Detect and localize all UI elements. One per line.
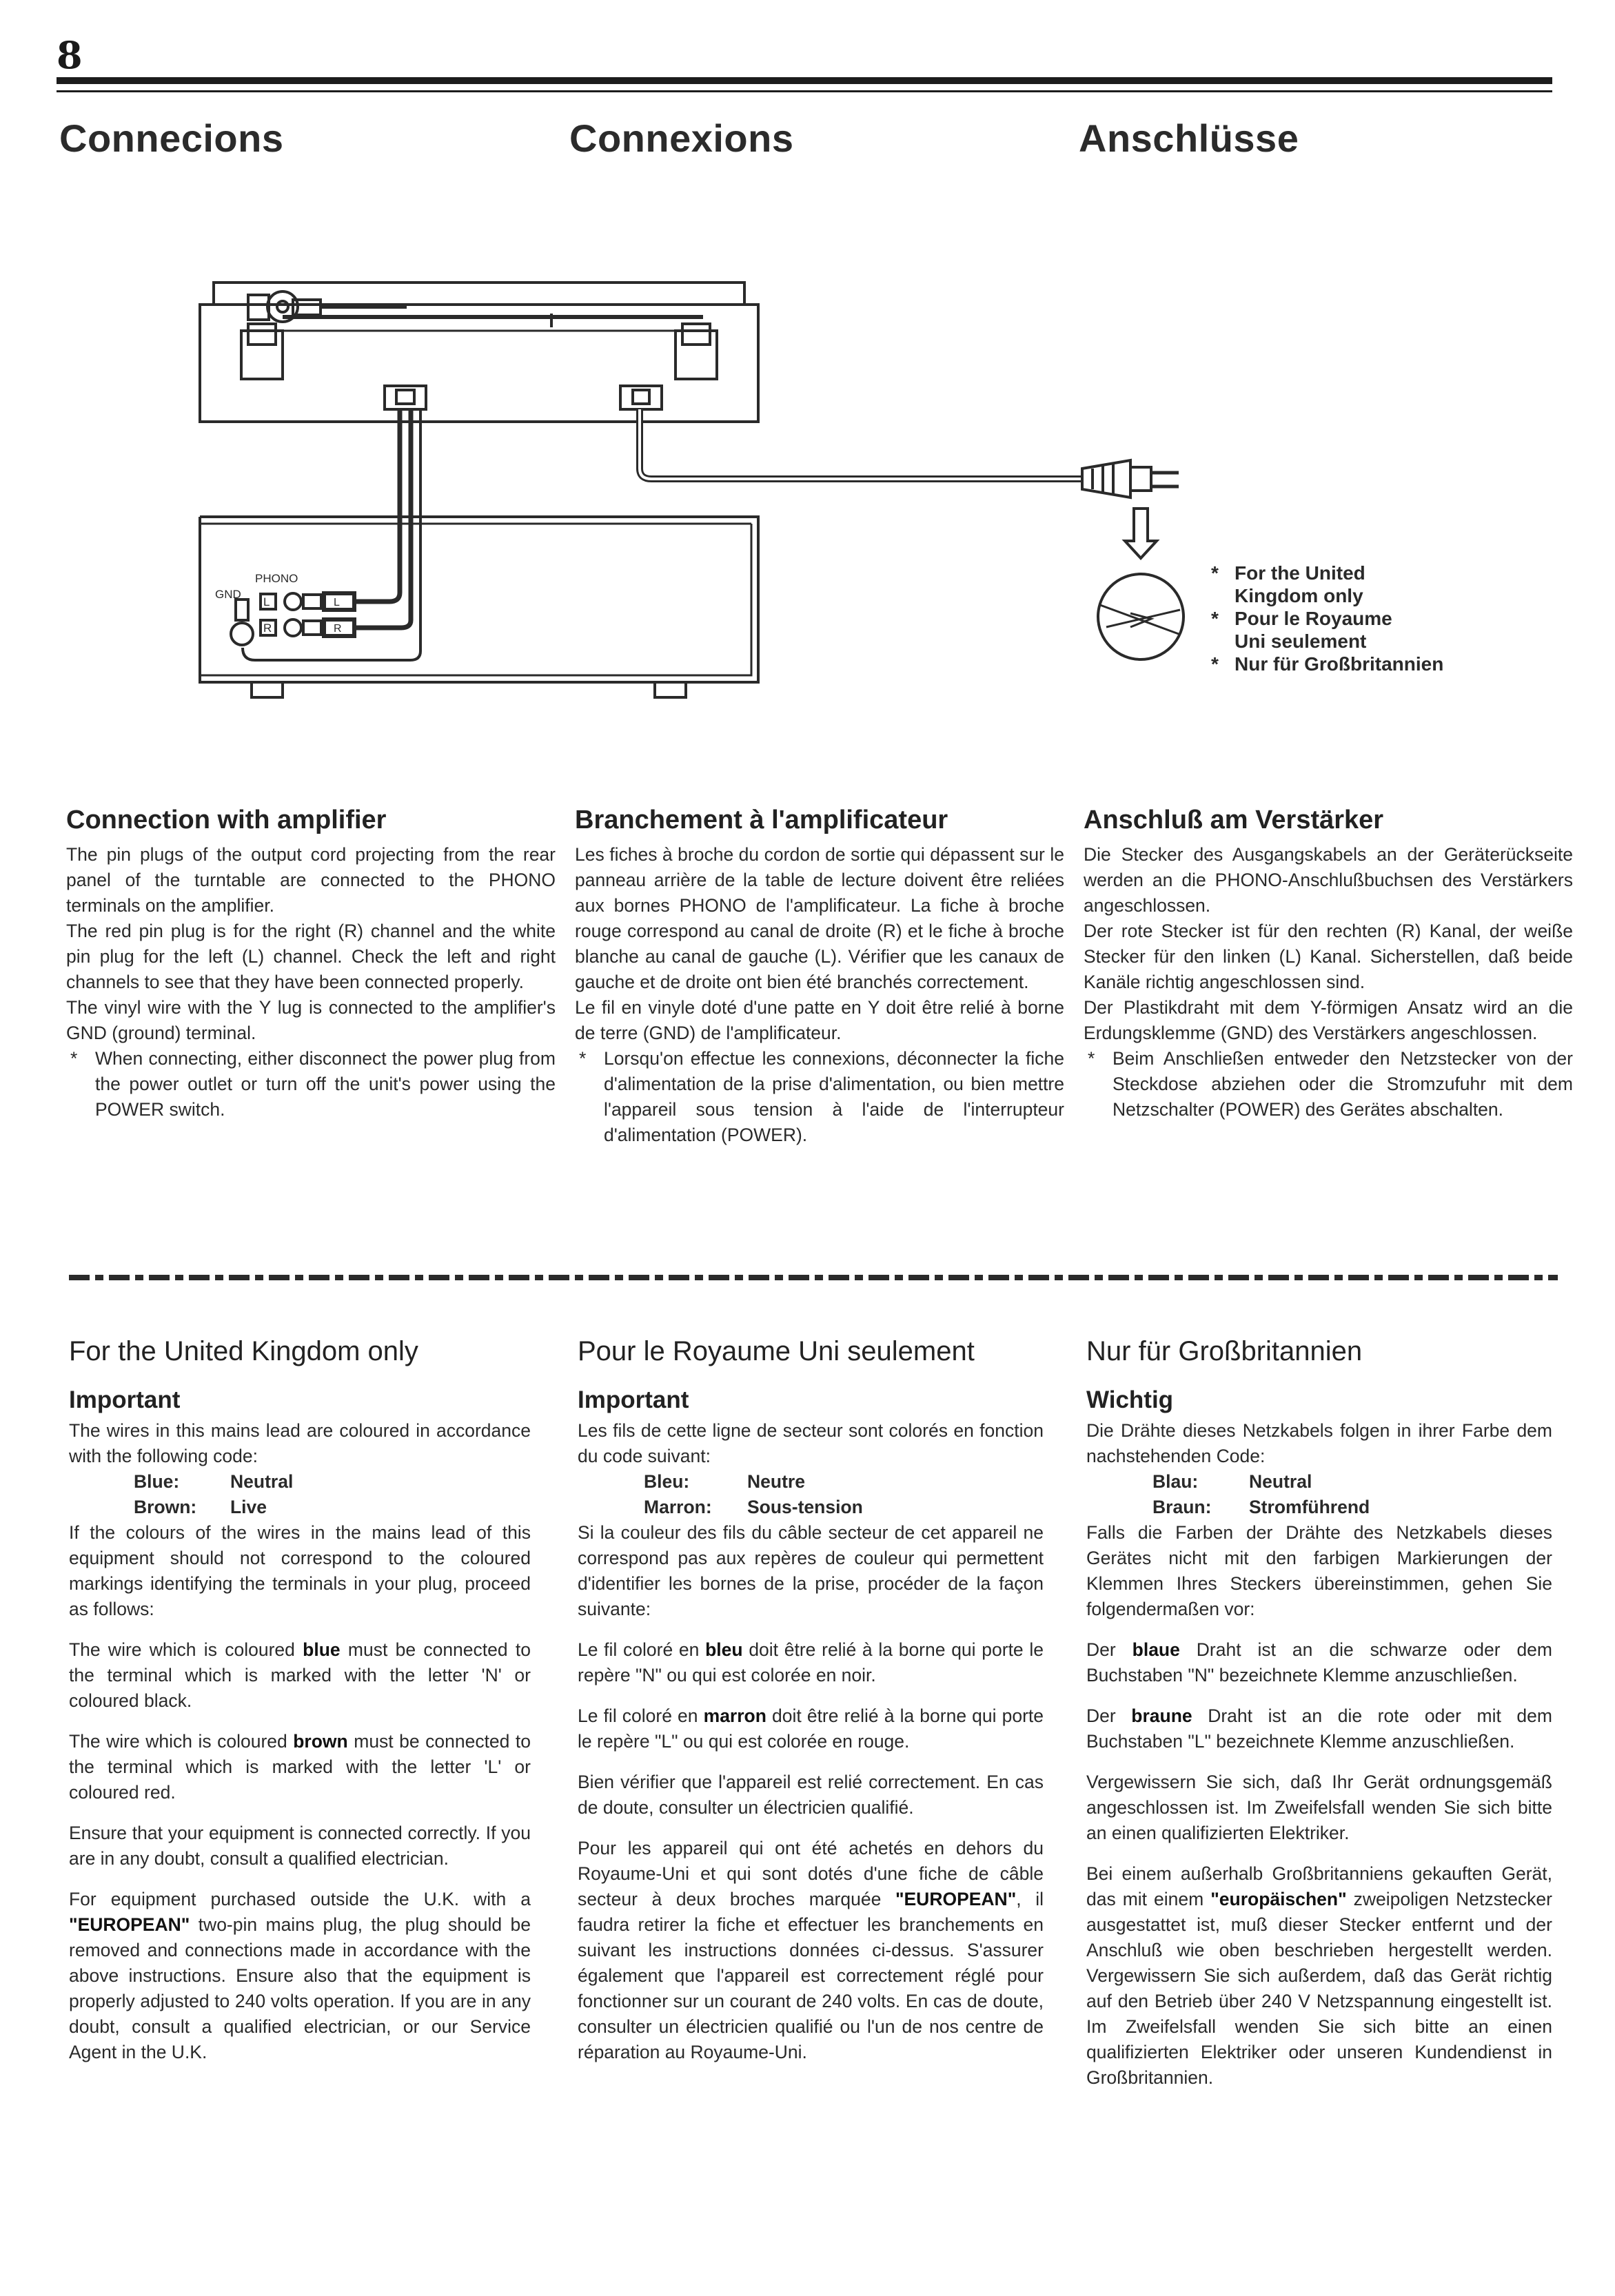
uk-section-de xyxy=(1086,1335,1552,2091)
paragraph: Der blaue Draht ist an die schwarze oder dem Buchstaben "N" bezeichnete Klemme anzuschließen. xyxy=(1086,1639,1552,1685)
plug-label-r: R xyxy=(334,623,342,635)
label-gnd: GND xyxy=(215,588,241,601)
header-rule-thin xyxy=(57,90,1552,92)
paragraph: Der rote Stecker ist für den rechten (R) Kanal, der weiße Stecker für den linken (L) Kanal. Sicherstellen, daß beide Kanäle richtig angeschlossen sind. xyxy=(1084,921,1573,992)
paragraph: Pour les appareil qui ont été achetés en dehors du Royaume-Uni et qui sont dotés d'une fiche de câble secteur à deux broches marquée "EUROPEAN", il faudra retirer la fiche et effectuer les branchements en suivant les instructions données ci-dessus. S'assurer également que l'appareil est correctement réglé pour fonctionner sur un courant de 240 volts. En cas de doute, consulter un électricien qualifié ou l'un de nos centre de réparation au Royaume-Uni. xyxy=(578,1838,1044,2062)
paragraph: Vergewissern Sie sich, daß Ihr Gerät ordnungsgemäß angeschlossen ist. Im Zweifelsfall wenden Sie sich bitte an einen qualifizierten Elektriker. xyxy=(1086,1772,1552,1843)
paragraph: Le fil en vinyle doté d'une patte en Y doit être relié à borne de terre (GND) de l'amplificateur. xyxy=(575,997,1064,1043)
paragraph: The pin plugs of the output cord projecting from the rear panel of the turntable are connected to the PHONO terminals on the amplifier. xyxy=(66,844,556,916)
phono-jack-r xyxy=(285,619,301,636)
paragraph: The wire which is coloured blue must be connected to the terminal which is marked with the letter 'N' or coloured black. xyxy=(69,1639,531,1711)
heading-connection-fr: Branchement à l'amplificateur xyxy=(575,806,948,834)
paragraph: Si la couleur des fils du câble secteur de cet appareil ne correspond pas aux repères de couleur qui permettent d'identifier les bornes de la prise, procéder de la façon suivante: xyxy=(578,1522,1044,1619)
subheading-important-fr: Important xyxy=(578,1386,689,1413)
uk-section-fr xyxy=(578,1335,1044,2065)
paragraph: Bien vérifier que l'appareil est relié correctement. En cas de doute, consulter un électricien qualifié. xyxy=(578,1772,1044,1818)
paragraph: Ensure that your equipment is connected correctly. If you are in any doubt, consult a qualified electrician. xyxy=(69,1823,531,1869)
paragraph: The wire which is coloured brown must be connected to the terminal which is marked with the letter 'L' or coloured red. xyxy=(69,1731,531,1803)
connection-section-en xyxy=(66,805,556,1123)
paragraph: Les fiches à broche du cordon de sortie qui dépassent sur le panneau arrière de la table de lecture doivent être reliées aux bornes PHONO de l'amplificateur. La fiche à broche rouge correspond au canal de droite (R) et le fiche à broche blanche au canal de gauche (L). Vérifier que les canaux de gauche et de droite ont bien été branchés correctement. xyxy=(575,844,1064,992)
paragraph: The vinyl wire with the Y lug is connected to the amplifier's GND (ground) terminal. xyxy=(66,997,556,1043)
colour-code-row: Brown: Live xyxy=(134,1497,267,1517)
output-cord-l xyxy=(354,409,400,602)
colour-code-row: Marron: Sous-tension xyxy=(644,1497,863,1517)
uk-section-en xyxy=(69,1335,531,2065)
uk-plug-note: * For the United Kingdom only * Pour le Royaume Uni seulement * Nur für Großbritannien xyxy=(1211,562,1444,675)
paragraph: The red pin plug is for the right (R) channel and the white pin plug for the left (L) channel. Check the left and right channels to see that they have been connected properly. xyxy=(66,921,556,992)
paragraph: Le fil coloré en marron doit être relié à la borne qui porte le repère "L" ou qui est colorée en rouge. xyxy=(578,1705,1044,1752)
paragraph: Die Stecker des Ausgangskabels an der Geräterückseite werden an die PHONO-Anschlußbuchsen des Verstärkers angeschlossen. xyxy=(1084,844,1573,916)
label-phono: PHONO xyxy=(255,572,298,585)
phono-jack-l xyxy=(285,593,301,610)
uk-note-line: Pour le Royaume xyxy=(1235,608,1392,629)
paragraph: Die Drähte dieses Netzkabels folgen in ihrer Farbe dem nachstehenden Code: xyxy=(1086,1420,1552,1466)
uk-note-line: Nur für Großbritannien xyxy=(1235,653,1444,675)
heading-uk-fr: Pour le Royaume Uni seulement xyxy=(578,1336,975,1366)
paragraph: Bei einem außerhalb Großbritanniens gekauften Gerät, das mit einem "europäischen" zweipoligen Netzstecker ausgestattet ist, muß dieser Stecker entfernt und der Anschluß wie oben beschrieben hergestellt werden. Vergewissern Sie sich außerdem, daß das Gerät richtig auf den Betrieb über 240 V Netzspannung eingestellt ist. Im Zweifelsfall wenden Sie sich bitte an einen qualifizierten Elektriker oder unseren Kundendienst in Großbritannien. xyxy=(1086,1863,1552,2088)
connection-section-de xyxy=(1084,805,1573,1123)
note-item: * When connecting, either disconnect the power plug from the power outlet or turn off the unit's power using the POWER switch. xyxy=(70,1048,556,1120)
heading-uk-en: For the United Kingdom only xyxy=(69,1336,418,1366)
subheading-important-de: Wichtig xyxy=(1086,1386,1174,1413)
down-arrow xyxy=(1125,509,1157,558)
label-r: R xyxy=(263,622,272,635)
paragraph: For equipment purchased outside the U.K. with a "EUROPEAN" two-pin mains plug, the plug should be removed and connections made in accordance with the above instructions. Ensure also that the equipment is properly adjusted to 240 volts operation. If you are in any doubt, consult a qualified electrician, or our Service Agent in the U.K. xyxy=(69,1889,531,2062)
label-l: L xyxy=(263,595,270,608)
title-english: Connecions xyxy=(59,116,284,160)
uk-note-line: For the United xyxy=(1235,562,1365,584)
amp-foot-left xyxy=(252,682,283,697)
paragraph: Der Plastikdraht mit dem Y-förmigen Ansatz wird an die Erdungsklemme (GND) des Verstärkers angeschlossen. xyxy=(1084,997,1573,1043)
heading-connection-de: Anschluß am Verstärker xyxy=(1084,806,1384,834)
paragraph: Les fils de cette ligne de secteur sont colorés en fonction du code suivant: xyxy=(578,1420,1044,1466)
uk-note-line: Kingdom only xyxy=(1235,585,1363,606)
uk-note-line: Uni seulement xyxy=(1235,631,1367,652)
power-plug xyxy=(1082,460,1130,498)
header-rule-thick xyxy=(57,77,1552,84)
colour-code-row: Blue: Neutral xyxy=(134,1471,294,1492)
power-cord xyxy=(640,409,1082,479)
title-german: Anschlüsse xyxy=(1079,116,1299,160)
page-number: 8 xyxy=(57,33,83,77)
paragraph: Der braune Draht ist an die rote oder mit dem Buchstaben "L" bezeichnete Klemme anzuschließen. xyxy=(1086,1705,1552,1752)
connection-section-fr xyxy=(575,805,1064,1148)
heading-uk-de: Nur für Großbritannien xyxy=(1086,1336,1363,1366)
gnd-terminal xyxy=(236,599,248,620)
paragraph: Falls die Farben der Drähte des Netzkabels dieses Gerätes nicht mit den farbigen Markierungen der Klemmen Ihres Steckers übereinstimmen, gehen Sie folgendermaßen vor: xyxy=(1086,1522,1552,1619)
colour-code-row: Braun: Stromführend xyxy=(1152,1497,1370,1517)
paragraph: Le fil coloré en bleu doit être relié à la borne qui porte le repère "N" ou qui est colorée en noir. xyxy=(578,1639,1044,1685)
amp-foot-right xyxy=(655,682,686,697)
section-divider xyxy=(69,1273,1558,1282)
subheading-important-en: Important xyxy=(69,1386,181,1413)
colour-code-row: Blau: Neutral xyxy=(1152,1471,1312,1492)
title-french: Connexions xyxy=(569,116,794,160)
colour-code-row: Bleu: Neutre xyxy=(644,1471,805,1492)
note-item: * Beim Anschließen entweder den Netzstecker von der Steckdose abziehen oder die Stromzufuhr mit dem Netzschalter (POWER) des Gerätes abschalten. xyxy=(1088,1048,1573,1120)
paragraph: The wires in this mains lead are coloured in accordance with the following code: xyxy=(69,1420,531,1466)
note-item: * Lorsqu'on effectue les connexions, déconnecter la fiche d'alimentation de la prise d'alimentation, ou bien mettre l'appareil sous tension à l'aide de l'interrupteur d'alimentation (POWER). xyxy=(579,1048,1064,1145)
paragraph: If the colours of the wires in the mains lead of this equipment should not correspond to the coloured markings identifying the terminals in your plug, proceed as follows: xyxy=(69,1522,531,1619)
plug-label-l: L xyxy=(334,597,340,608)
heading-connection-en: Connection with amplifier xyxy=(66,806,387,834)
